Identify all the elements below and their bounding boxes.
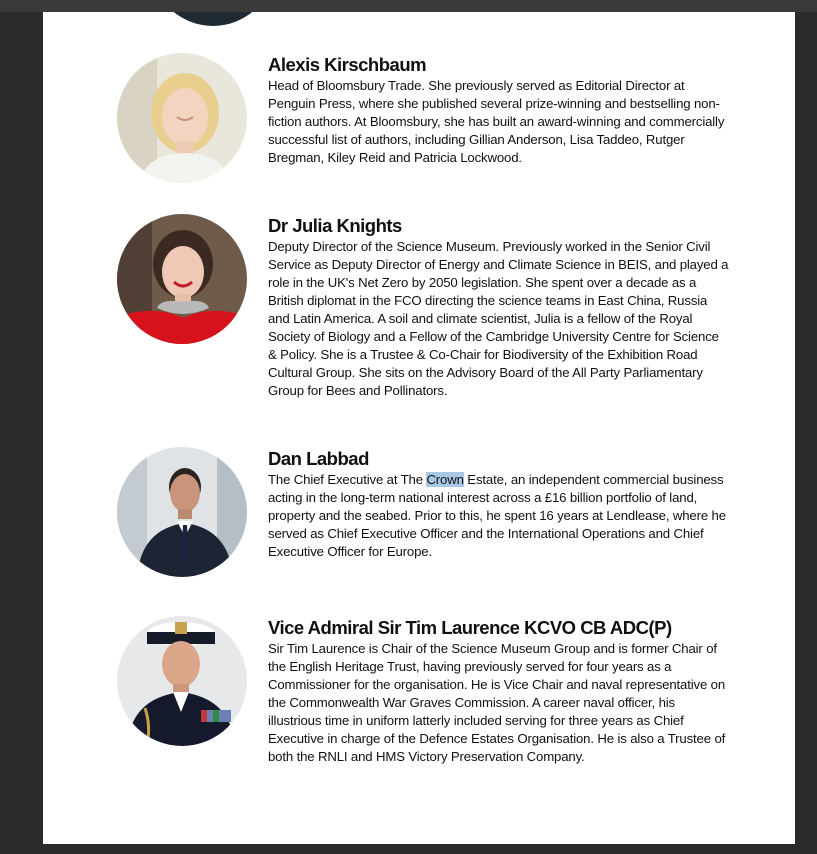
description-text: The Chief Executive at The bbox=[268, 472, 427, 487]
person-name: Dr Julia Knights bbox=[268, 215, 402, 236]
portrait-photo bbox=[117, 53, 247, 183]
person-name: Vice Admiral Sir Tim Laurence KCVO CB ADC(P) bbox=[268, 617, 672, 638]
person-description: Sir Tim Laurence is Chair of the Science Museum Group and is former Chair of the English Heritage Trust, having previously served for four years as a Commissioner for the organisation. He is Vice Chair and naval representative on the Commonwealth War Graves Commission. A career naval officer, his illustrious time in uniform latterly included serving for three years as Chief Executive in charge of the Defence Estates Organisation. He is also a Trustee of both the RNLI and HMS Victory Preservation Company. bbox=[268, 641, 726, 764]
person-description bbox=[268, 471, 730, 561]
person-description: Deputy Director of the Science Museum. Previously worked in the Senior Civil Service as Deputy Director of Energy and Climate Science in BEIS, and played a role in the UK's Net Zero by 2050 legislation. She spent over a decade as a British diplomat in the FCO directing the science teams in East China, Russia and Latin America. A soil and climate scientist, Julia is a fellow of the Royal Society of Biology and a Fellow of the Cambridge University Centre for Science & Policy. She is a Trustee & Co-Chair for Biodiversity of the Exhibition Road Cultural Group. She sits on the Advisory Board of the All Party Parliamentary Group for Bees and Pollinators. bbox=[268, 239, 729, 398]
selected-text-highlight[interactable]: Crown bbox=[426, 472, 464, 487]
description-text: Estate, an independent commercial business acting in the long-term national interest across a £16 billion portfolio of land, property and the seabed. Prior to this, he spent 16 years at Lendlease, where he served as Chief Executive Officer and the International Operations and Chief Executive Officer for Europe. bbox=[268, 472, 726, 559]
previous-portrait-photo bbox=[151, 12, 275, 26]
person-name: Dan Labbad bbox=[268, 448, 369, 469]
person-name: Alexis Kirschbaum bbox=[268, 54, 427, 75]
document-page bbox=[43, 12, 795, 844]
portrait-photo bbox=[117, 616, 247, 746]
portrait-photo bbox=[117, 447, 247, 577]
person-description: Head of Bloomsbury Trade. She previously served as Editorial Director at Penguin Press, where she published several prize-winning and bestselling non-fiction authors. At Bloomsbury, she has built an award-winning and commercially successful list of authors, including Gillian Anderson, Lisa Taddeo, Rutger Bregman, Kiley Reid and Patricia Lockwood. bbox=[268, 78, 725, 165]
portrait-photo bbox=[117, 214, 247, 344]
viewer-top-bar bbox=[0, 0, 817, 12]
